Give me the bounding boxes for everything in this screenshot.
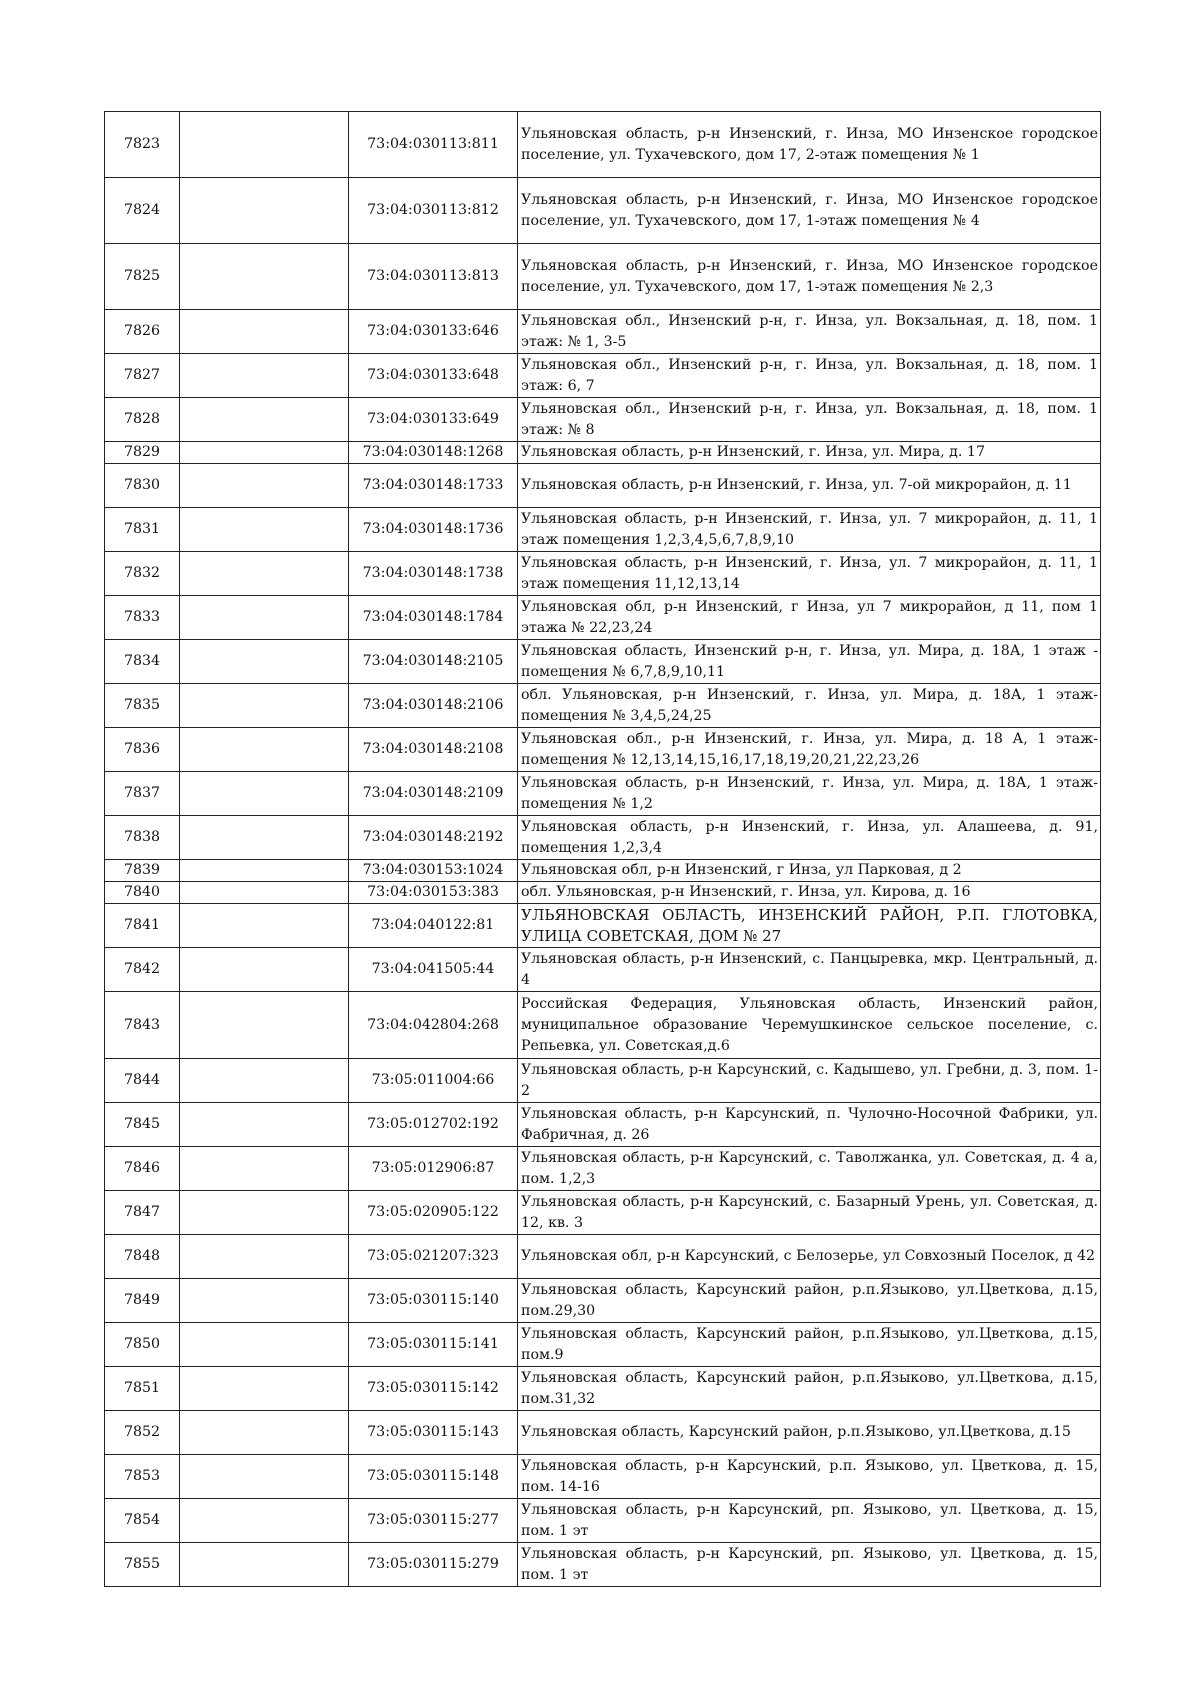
row-number: 7851 bbox=[105, 1367, 180, 1411]
empty-cell bbox=[180, 1543, 349, 1587]
cadastral-number: 73:05:012906:87 bbox=[349, 1147, 518, 1191]
row-number: 7830 bbox=[105, 464, 180, 508]
table-row bbox=[105, 684, 1101, 728]
address: Ульяновская обл., р-н Инзенский, г. Инза, ул. Мира, д. 18 А, 1 этаж-помещения № 12,13,14,15,16,17,18,19,20,21,22,23,26 bbox=[518, 728, 1101, 772]
row-number: 7823 bbox=[105, 112, 180, 178]
empty-cell bbox=[180, 1323, 349, 1367]
empty-cell bbox=[180, 992, 349, 1059]
cadastral-number: 73:04:030153:383 bbox=[349, 882, 518, 904]
registry-body bbox=[105, 112, 1101, 1587]
empty-cell bbox=[180, 244, 349, 310]
table-row bbox=[105, 178, 1101, 244]
table-row bbox=[105, 508, 1101, 552]
cadastral-number: 73:05:030115:140 bbox=[349, 1279, 518, 1323]
empty-cell bbox=[180, 596, 349, 640]
address: Ульяновская область, Карсунский район, р.п.Языково, ул.Цветкова, д.15 bbox=[518, 1411, 1101, 1455]
cadastral-number: 73:04:030113:812 bbox=[349, 178, 518, 244]
table-row bbox=[105, 398, 1101, 442]
cadastral-number: 73:04:030148:2109 bbox=[349, 772, 518, 816]
cadastral-number: 73:04:040122:81 bbox=[349, 904, 518, 948]
empty-cell bbox=[180, 354, 349, 398]
cadastral-number: 73:04:030148:1736 bbox=[349, 508, 518, 552]
cadastral-number: 73:04:030133:646 bbox=[349, 310, 518, 354]
row-number: 7842 bbox=[105, 948, 180, 992]
row-number: 7847 bbox=[105, 1191, 180, 1235]
address: Ульяновская область, р-н Инзенский, г. Инза, ул. Мира, д. 18А, 1 этаж-помещения № 1,2 bbox=[518, 772, 1101, 816]
address: Ульяновская область, р-н Карсунский, с. Кадышево, ул. Гребни, д. 3, пом. 1-2 bbox=[518, 1059, 1101, 1103]
cadastral-number: 73:04:030148:1268 bbox=[349, 442, 518, 464]
registry-table bbox=[104, 111, 1101, 1587]
row-number: 7840 bbox=[105, 882, 180, 904]
row-number: 7850 bbox=[105, 1323, 180, 1367]
address: Ульяновская обл, р-н Карсунский, с Белозерье, ул Совхозный Поселок, д 42 bbox=[518, 1235, 1101, 1279]
cadastral-number: 73:05:011004:66 bbox=[349, 1059, 518, 1103]
empty-cell bbox=[180, 398, 349, 442]
cadastral-number: 73:04:030148:1733 bbox=[349, 464, 518, 508]
address: Ульяновская область, р-н Инзенский, г. Инза, МО Инзенское городское поселение, ул. Тухачевского, дом 17, 2-этаж помещения № 1 bbox=[518, 112, 1101, 178]
address: УЛЬЯНОВСКАЯ ОБЛАСТЬ, ИНЗЕНСКИЙ РАЙОН, Р.П. ГЛОТОВКА, УЛИЦА СОВЕТСКАЯ, ДОМ № 27 bbox=[518, 904, 1101, 948]
row-number: 7833 bbox=[105, 596, 180, 640]
address: Ульяновская область, р-н Инзенский, г. Инза, ул. 7 микрорайон, д. 11, 1 этаж помещения 1,2,3,4,5,6,7,8,9,10 bbox=[518, 508, 1101, 552]
row-number: 7835 bbox=[105, 684, 180, 728]
table-row bbox=[105, 1543, 1101, 1587]
table-row bbox=[105, 1455, 1101, 1499]
address: Ульяновская область, р-н Карсунский, рп. Языково, ул. Цветкова, д. 15, пом. 1 эт bbox=[518, 1543, 1101, 1587]
cadastral-number: 73:05:020905:122 bbox=[349, 1191, 518, 1235]
address: Ульяновская обл., Инзенский р-н, г. Инза, ул. Вокзальная, д. 18, пом. 1 этаж: № 1, 3-5 bbox=[518, 310, 1101, 354]
row-number: 7838 bbox=[105, 816, 180, 860]
table-row bbox=[105, 310, 1101, 354]
cadastral-number: 73:05:030115:277 bbox=[349, 1499, 518, 1543]
row-number: 7827 bbox=[105, 354, 180, 398]
empty-cell bbox=[180, 640, 349, 684]
table-row bbox=[105, 860, 1101, 882]
row-number: 7854 bbox=[105, 1499, 180, 1543]
table-row bbox=[105, 1147, 1101, 1191]
address: Ульяновская область, р-н Инзенский, с. Панцыревка, мкр. Центральный, д. 4 bbox=[518, 948, 1101, 992]
empty-cell bbox=[180, 1147, 349, 1191]
cadastral-number: 73:05:030115:279 bbox=[349, 1543, 518, 1587]
row-number: 7848 bbox=[105, 1235, 180, 1279]
table-row bbox=[105, 1191, 1101, 1235]
cadastral-number: 73:04:030113:813 bbox=[349, 244, 518, 310]
address: Ульяновская область, р-н Инзенский, г. Инза, ул. Алашеева, д. 91, помещения 1,2,3,4 bbox=[518, 816, 1101, 860]
table-row bbox=[105, 1323, 1101, 1367]
address: Ульяновская область, Карсунский район, р.п.Языково, ул.Цветкова, д.15, пом.9 bbox=[518, 1323, 1101, 1367]
empty-cell bbox=[180, 1455, 349, 1499]
table-row bbox=[105, 1103, 1101, 1147]
cadastral-number: 73:04:030148:2192 bbox=[349, 816, 518, 860]
address: обл. Ульяновская, р-н Инзенский, г. Инза, ул. Мира, д. 18А, 1 этаж-помещения № 3,4,5,24,25 bbox=[518, 684, 1101, 728]
empty-cell bbox=[180, 684, 349, 728]
empty-cell bbox=[180, 1499, 349, 1543]
address: Ульяновская область, р-н Карсунский, рп. Языково, ул. Цветкова, д. 15, пом. 1 эт bbox=[518, 1499, 1101, 1543]
table-row bbox=[105, 596, 1101, 640]
row-number: 7837 bbox=[105, 772, 180, 816]
row-number: 7824 bbox=[105, 178, 180, 244]
empty-cell bbox=[180, 552, 349, 596]
cadastral-number: 73:04:030148:2108 bbox=[349, 728, 518, 772]
cadastral-number: 73:04:030153:1024 bbox=[349, 860, 518, 882]
cadastral-number: 73:05:030115:141 bbox=[349, 1323, 518, 1367]
table-row bbox=[105, 1235, 1101, 1279]
empty-cell bbox=[180, 508, 349, 552]
table-row bbox=[105, 772, 1101, 816]
address: Ульяновская область, р-н Карсунский, с. Базарный Урень, ул. Советская, д. 12, кв. 3 bbox=[518, 1191, 1101, 1235]
address: Ульяновская область, р-н Инзенский, г. Инза, МО Инзенское городское поселение, ул. Тухачевского, дом 17, 1-этаж помещения № 4 bbox=[518, 178, 1101, 244]
cadastral-number: 73:04:030113:811 bbox=[349, 112, 518, 178]
address: Ульяновская обл, р-н Инзенский, г Инза, ул Парковая, д 2 bbox=[518, 860, 1101, 882]
table-row bbox=[105, 442, 1101, 464]
address: Ульяновская область, р-н Инзенский, г. Инза, ул. 7 микрорайон, д. 11, 1 этаж помещения 11,12,13,14 bbox=[518, 552, 1101, 596]
table-row bbox=[105, 882, 1101, 904]
address: Ульяновская область, р-н Инзенский, г. Инза, МО Инзенское городское поселение, ул. Тухачевского, дом 17, 1-этаж помещения № 2,3 bbox=[518, 244, 1101, 310]
empty-cell bbox=[180, 442, 349, 464]
address: Ульяновская обл., Инзенский р-н, г. Инза, ул. Вокзальная, д. 18, пом. 1 этаж: № 8 bbox=[518, 398, 1101, 442]
cadastral-number: 73:04:030133:649 bbox=[349, 398, 518, 442]
empty-cell bbox=[180, 1059, 349, 1103]
address: Ульяновская область, р-н Инзенский, г. Инза, ул. Мира, д. 17 bbox=[518, 442, 1101, 464]
row-number: 7832 bbox=[105, 552, 180, 596]
empty-cell bbox=[180, 1411, 349, 1455]
address: Ульяновская область, р-н Инзенский, г. Инза, ул. 7-ой микрорайон, д. 11 bbox=[518, 464, 1101, 508]
table-row bbox=[105, 1279, 1101, 1323]
row-number: 7843 bbox=[105, 992, 180, 1059]
address: Ульяновская обл, р-н Инзенский, г Инза, ул 7 микрорайон, д 11, пом 1 этажа № 22,23,24 bbox=[518, 596, 1101, 640]
table-row bbox=[105, 112, 1101, 178]
table-row bbox=[105, 552, 1101, 596]
row-number: 7844 bbox=[105, 1059, 180, 1103]
cadastral-number: 73:04:030148:1784 bbox=[349, 596, 518, 640]
row-number: 7852 bbox=[105, 1411, 180, 1455]
row-number: 7845 bbox=[105, 1103, 180, 1147]
address: Ульяновская область, Инзенский р-н, г. Инза, ул. Мира, д. 18А, 1 этаж - помещения № 6,7,8,9,10,11 bbox=[518, 640, 1101, 684]
cadastral-number: 73:04:042804:268 bbox=[349, 992, 518, 1059]
address: Ульяновская область, р-н Карсунский, р.п. Языково, ул. Цветкова, д. 15, пом. 14-16 bbox=[518, 1455, 1101, 1499]
row-number: 7855 bbox=[105, 1543, 180, 1587]
table-row bbox=[105, 640, 1101, 684]
empty-cell bbox=[180, 1191, 349, 1235]
cadastral-number: 73:04:030148:2105 bbox=[349, 640, 518, 684]
empty-cell bbox=[180, 904, 349, 948]
cadastral-number: 73:04:030133:648 bbox=[349, 354, 518, 398]
empty-cell bbox=[180, 178, 349, 244]
empty-cell bbox=[180, 112, 349, 178]
empty-cell bbox=[180, 1235, 349, 1279]
cadastral-number: 73:05:021207:323 bbox=[349, 1235, 518, 1279]
table-row bbox=[105, 464, 1101, 508]
row-number: 7826 bbox=[105, 310, 180, 354]
row-number: 7841 bbox=[105, 904, 180, 948]
empty-cell bbox=[180, 882, 349, 904]
empty-cell bbox=[180, 464, 349, 508]
row-number: 7839 bbox=[105, 860, 180, 882]
table-row bbox=[105, 728, 1101, 772]
address: Ульяновская обл., Инзенский р-н, г. Инза, ул. Вокзальная, д. 18, пом. 1 этаж: 6, 7 bbox=[518, 354, 1101, 398]
cadastral-number: 73:04:041505:44 bbox=[349, 948, 518, 992]
empty-cell bbox=[180, 1103, 349, 1147]
table-row bbox=[105, 354, 1101, 398]
row-number: 7846 bbox=[105, 1147, 180, 1191]
address: Ульяновская область, Карсунский район, р.п.Языково, ул.Цветкова, д.15, пом.31,32 bbox=[518, 1367, 1101, 1411]
address: Ульяновская область, р-н Карсунский, с. Таволжанка, ул. Советская, д. 4 а, пом. 1,2,3 bbox=[518, 1147, 1101, 1191]
table-row bbox=[105, 992, 1101, 1059]
table-row bbox=[105, 1411, 1101, 1455]
cadastral-number: 73:05:030115:148 bbox=[349, 1455, 518, 1499]
table-row bbox=[105, 904, 1101, 948]
table-row bbox=[105, 1367, 1101, 1411]
row-number: 7831 bbox=[105, 508, 180, 552]
row-number: 7836 bbox=[105, 728, 180, 772]
row-number: 7849 bbox=[105, 1279, 180, 1323]
row-number: 7828 bbox=[105, 398, 180, 442]
empty-cell bbox=[180, 1279, 349, 1323]
row-number: 7834 bbox=[105, 640, 180, 684]
cadastral-number: 73:05:012702:192 bbox=[349, 1103, 518, 1147]
empty-cell bbox=[180, 728, 349, 772]
table-row bbox=[105, 1499, 1101, 1543]
address: Ульяновская область, р-н Карсунский, п. Чулочно-Носочной Фабрики, ул. Фабричная, д. 26 bbox=[518, 1103, 1101, 1147]
address: Российская Федерация, Ульяновская область, Инзенский район, муниципальное образование Черемушкинское сельское поселение, с. Репьевка, ул. Советская,д.6 bbox=[518, 992, 1101, 1059]
row-number: 7829 bbox=[105, 442, 180, 464]
table-row bbox=[105, 948, 1101, 992]
cadastral-number: 73:04:030148:2106 bbox=[349, 684, 518, 728]
empty-cell bbox=[180, 860, 349, 882]
cadastral-number: 73:05:030115:143 bbox=[349, 1411, 518, 1455]
row-number: 7853 bbox=[105, 1455, 180, 1499]
empty-cell bbox=[180, 948, 349, 992]
address: Ульяновская область, Карсунский район, р.п.Языково, ул.Цветкова, д.15, пом.29,30 bbox=[518, 1279, 1101, 1323]
cadastral-number: 73:05:030115:142 bbox=[349, 1367, 518, 1411]
empty-cell bbox=[180, 1367, 349, 1411]
empty-cell bbox=[180, 772, 349, 816]
cadastral-number: 73:04:030148:1738 bbox=[349, 552, 518, 596]
table-row bbox=[105, 1059, 1101, 1103]
empty-cell bbox=[180, 816, 349, 860]
address: обл. Ульяновская, р-н Инзенский, г. Инза, ул. Кирова, д. 16 bbox=[518, 882, 1101, 904]
row-number: 7825 bbox=[105, 244, 180, 310]
table-row bbox=[105, 244, 1101, 310]
table-row bbox=[105, 816, 1101, 860]
empty-cell bbox=[180, 310, 349, 354]
